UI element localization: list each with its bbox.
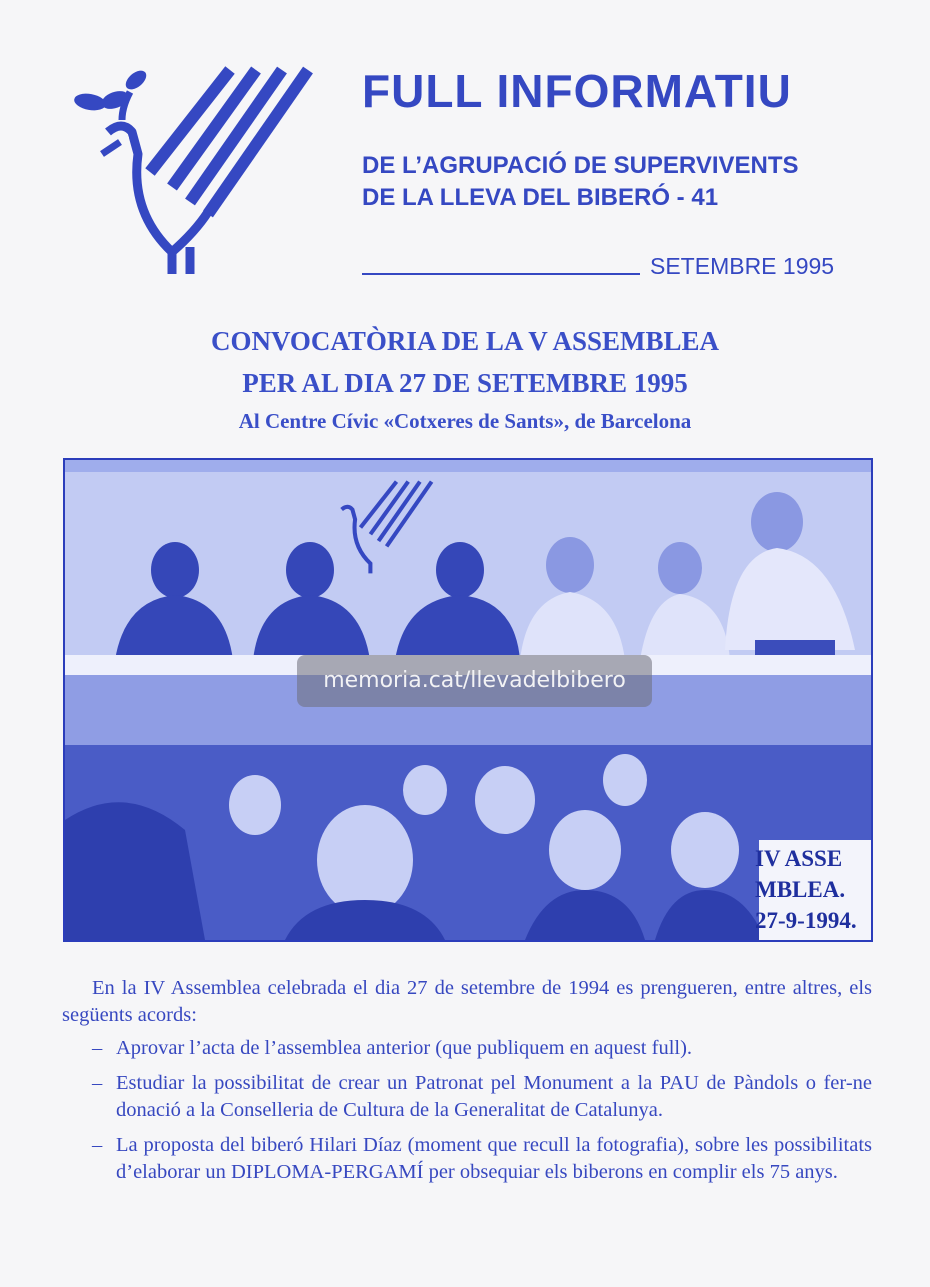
list-item (62, 1035, 872, 1062)
stamp-line-1: IV ASSE (755, 846, 843, 871)
article-intro: En la IV Assemblea celebrada el dia 27 de setembre de 1994 es prengueren, entre altres, els següents acords: (62, 977, 872, 1026)
dove-logo-icon (60, 62, 330, 282)
list-item-text: Aprovar l’acta de l’assemblea anterior (que publiquem en aquest full). (116, 1037, 693, 1059)
issue-date: SETEMBRE 1995 (650, 253, 835, 279)
article-body (62, 975, 872, 1194)
subtitle-line-2: DE LA LLEVA DEL BIBERÓ - 41 (362, 184, 719, 211)
list-item-text: La proposta del biberó Hilari Díaz (moment que recull la fotografia), sobre les possibilitats d’elaborar un DIPLOMA-PERGAMÍ per obsequiar els biberons en complir els 75 anys. (116, 1134, 872, 1183)
dash-bullet: – (92, 1072, 103, 1094)
list-item-text: Estudiar la possibilitat de crear un Patronat pel Monument a la PAU de Pàndols o fer-ne donació a la Conselleria de Cultura de la Generalitat de Catalunya. (116, 1072, 872, 1121)
dash-bullet: – (92, 1037, 103, 1059)
list-item (62, 1132, 872, 1186)
headline-venue: Al Centre Cívic «Cotxeres de Sants», de Barcelona (238, 409, 692, 433)
newsletter-subtitle (362, 150, 902, 214)
headline-line-1: CONVOCATÒRIA DE LA V ASSEMBLEA (210, 326, 720, 356)
newsletter-title: FULL INFORMATIU (362, 65, 792, 117)
stamp-line-2: MBLEA. (755, 877, 846, 902)
date-rule (362, 273, 640, 275)
headline-line-2: PER AL DIA 27 DE SETEMBRE 1995 (242, 368, 688, 398)
subtitle-line-1: DE L’AGRUPACIÓ DE SUPERVIVENTS (362, 152, 799, 179)
dash-bullet: – (92, 1134, 103, 1156)
stamp-line-3: 27-9-1994. (755, 908, 857, 933)
list-item (62, 1070, 872, 1124)
photo-caption-stamp (755, 843, 865, 936)
watermark: memoria.cat/llevadelbibero (297, 655, 652, 707)
agreements-list (62, 1035, 872, 1186)
